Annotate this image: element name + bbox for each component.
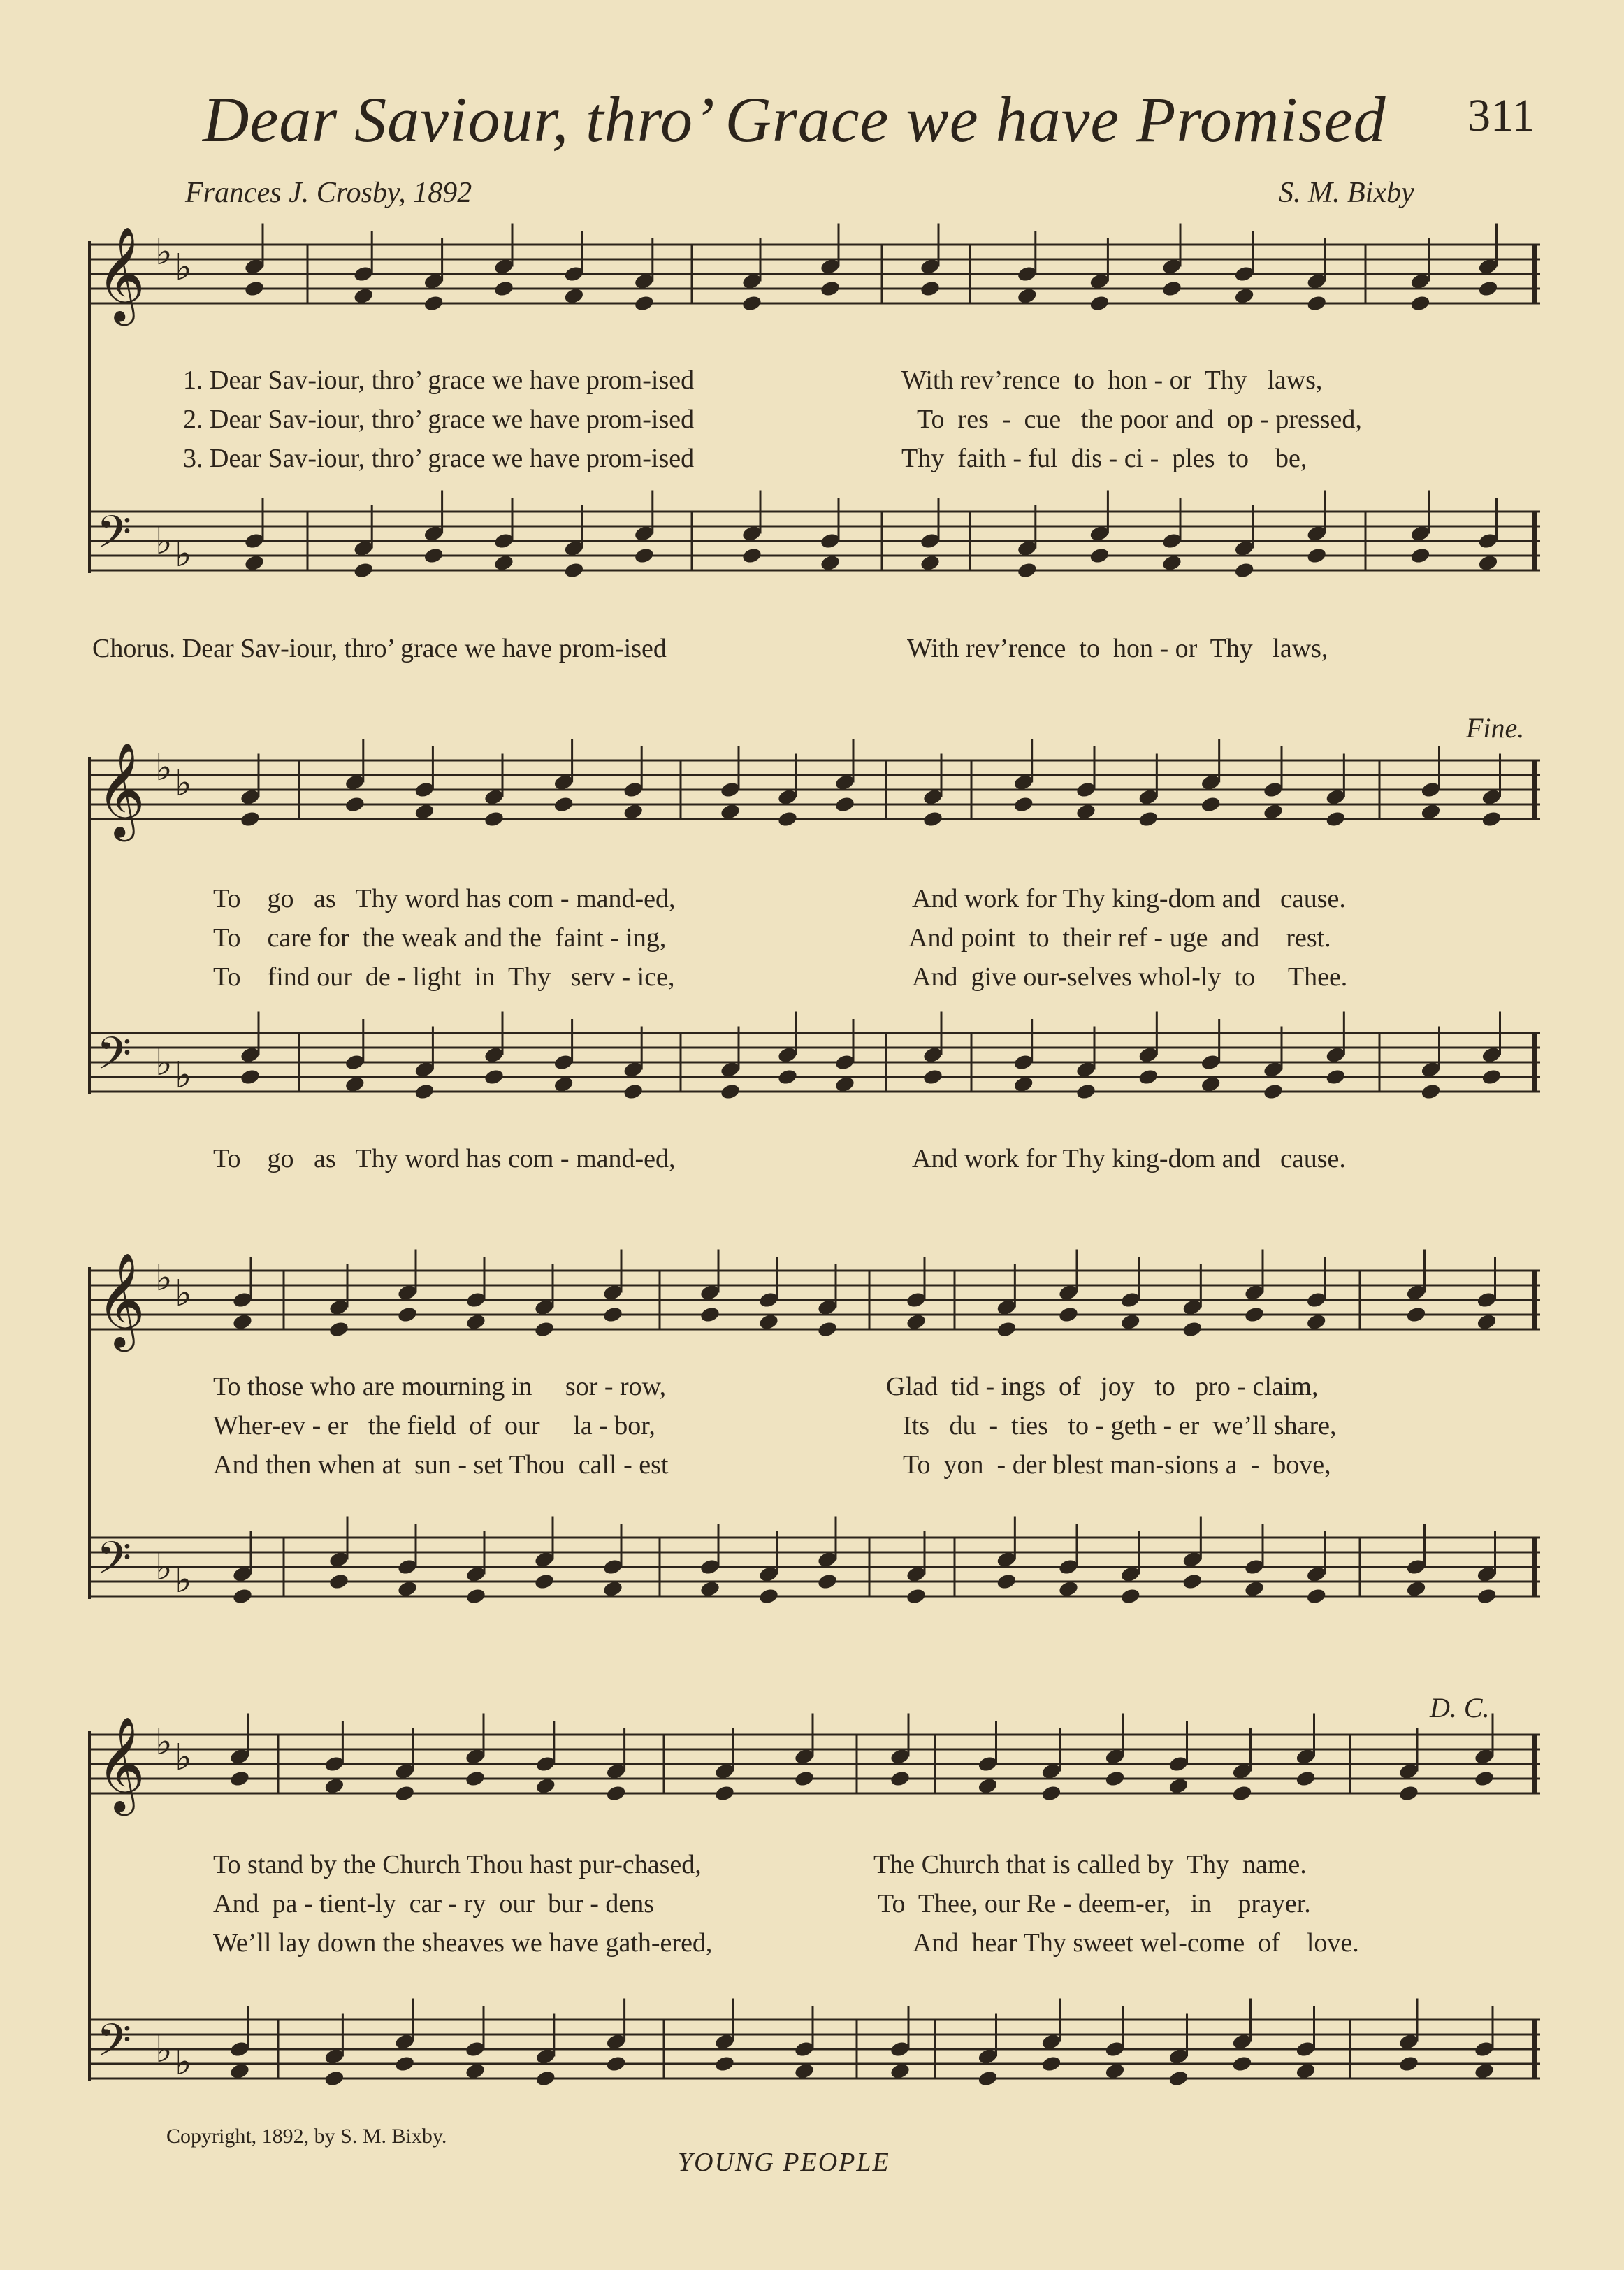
note-head bbox=[1231, 1784, 1253, 1802]
note-head bbox=[1244, 1306, 1266, 1324]
flat-icon: ♭ bbox=[155, 747, 173, 789]
note-head bbox=[996, 1320, 1017, 1338]
note-head bbox=[414, 1083, 435, 1101]
note-head bbox=[634, 294, 655, 312]
note-head bbox=[484, 810, 505, 828]
note-head bbox=[1161, 280, 1183, 298]
note-head bbox=[1481, 1068, 1502, 1086]
note-head bbox=[535, 2069, 557, 2088]
lyric-line: We’ll lay down the sheaves we have gath-ered, bbox=[213, 1928, 713, 1958]
note-head bbox=[493, 280, 515, 298]
lyric-line: To yon - der blest man-sions a - bove, bbox=[903, 1450, 1331, 1480]
note-head bbox=[1474, 1770, 1495, 1788]
note-head bbox=[605, 1784, 627, 1802]
lyric-line: Glad tid - ings of joy to pro - claim, bbox=[886, 1372, 1319, 1401]
note-head bbox=[777, 1068, 799, 1086]
note-head bbox=[699, 1306, 721, 1324]
note-head bbox=[534, 1320, 556, 1338]
lyric-line: And pa - tient-ly car - ry our bur - dens bbox=[213, 1889, 655, 1918]
note-head bbox=[890, 1770, 911, 1788]
treble-clef-icon: 𝄞 bbox=[96, 1251, 145, 1347]
note-head bbox=[602, 1306, 624, 1324]
lyric-line: Thy faith - ful dis - ci - ples to be, bbox=[901, 444, 1307, 473]
note-head bbox=[1168, 2069, 1189, 2088]
flat-icon: ♭ bbox=[155, 521, 173, 563]
chorus-line: And work for Thy king-dom and cause. bbox=[912, 1144, 1346, 1173]
note-head bbox=[324, 2069, 345, 2088]
note-head bbox=[714, 2055, 736, 2073]
note-head bbox=[1138, 1068, 1159, 1086]
lyric-line: To res - cue the poor and op - pressed, bbox=[917, 405, 1362, 434]
flat-icon: ♭ bbox=[175, 1559, 192, 1601]
page-number: 311 bbox=[1467, 90, 1535, 141]
note-head bbox=[1233, 561, 1255, 579]
lyric-line: And then when at sun - set Thou call - est bbox=[213, 1450, 669, 1480]
lyric-line: 3. Dear Sav-iour, thro’ grace we have prom-ised bbox=[183, 444, 695, 473]
note-head bbox=[1058, 1306, 1080, 1324]
chorus-line: Chorus. Dear Sav-iour, thro’ grace we have prom-ised bbox=[92, 634, 667, 663]
note-head bbox=[1420, 1083, 1442, 1101]
note-head bbox=[345, 795, 366, 814]
note-head bbox=[553, 795, 574, 814]
note-head bbox=[1306, 547, 1328, 565]
note-head bbox=[1089, 547, 1110, 565]
note-head bbox=[1089, 294, 1110, 312]
note-head bbox=[1398, 1784, 1420, 1802]
note-head bbox=[977, 2069, 999, 2088]
note-head bbox=[1409, 294, 1431, 312]
lyric-line: And give our-selves whol-ly to Thee. bbox=[912, 962, 1348, 992]
note-head bbox=[1263, 1083, 1284, 1101]
note-head bbox=[714, 1784, 736, 1802]
note-head bbox=[1182, 1573, 1203, 1591]
note-head bbox=[1013, 795, 1034, 814]
flat-icon: ♭ bbox=[155, 1721, 173, 1763]
note-head bbox=[1231, 2055, 1253, 2073]
chorus-line: With rev’rence to hon - or Thy laws, bbox=[907, 634, 1328, 663]
note-head bbox=[240, 1068, 261, 1086]
lyric-line: To find our de - light in Thy serv - ice, bbox=[213, 962, 675, 992]
author-credit: Frances J. Crosby, 1892 bbox=[185, 177, 472, 209]
note-head bbox=[605, 2055, 627, 2073]
lyric-line: To those who are mourning in sor - row, bbox=[213, 1372, 667, 1401]
note-head bbox=[328, 1573, 350, 1591]
note-head bbox=[423, 294, 444, 312]
chorus-line: To go as Thy word has com - mand-ed, bbox=[213, 1144, 676, 1173]
lyric-line: To go as Thy word has com - mand-ed, bbox=[213, 884, 676, 913]
note-head bbox=[922, 810, 944, 828]
note-head bbox=[834, 795, 856, 814]
note-head bbox=[634, 547, 655, 565]
lyric-line: 1. Dear Sav-iour, thro’ grace we have prom-ised bbox=[183, 366, 695, 395]
note-head bbox=[244, 280, 266, 298]
note-head bbox=[623, 1083, 644, 1101]
dc-marking: D. C. bbox=[1430, 1692, 1490, 1723]
bass-clef-icon: 𝄢 bbox=[96, 507, 132, 570]
note-head bbox=[1041, 2055, 1062, 2073]
flat-icon: ♭ bbox=[155, 2029, 173, 2071]
note-head bbox=[1041, 1784, 1062, 1802]
bass-clef-icon: 𝄢 bbox=[96, 1028, 132, 1091]
composer-credit: S. M. Bixby bbox=[1279, 177, 1414, 209]
note-head bbox=[817, 1320, 839, 1338]
note-head bbox=[741, 294, 763, 312]
bass-clef-icon: 𝄢 bbox=[96, 2015, 132, 2078]
treble-clef-icon: 𝄞 bbox=[96, 225, 145, 321]
flat-icon: ♭ bbox=[175, 2041, 192, 2083]
lyric-line: To Thee, our Re - deem-er, in prayer. bbox=[878, 1889, 1311, 1918]
flat-icon: ♭ bbox=[155, 1547, 173, 1589]
lyric-line: To stand by the Church Thou hast pur-chased, bbox=[213, 1850, 702, 1879]
flat-icon: ♭ bbox=[175, 1055, 192, 1097]
flat-icon: ♭ bbox=[175, 533, 192, 575]
flat-icon: ♭ bbox=[175, 1273, 192, 1315]
note-head bbox=[394, 2055, 416, 2073]
lyric-line: To care for the weak and the faint - ing, bbox=[213, 923, 667, 953]
note-head bbox=[1182, 1320, 1203, 1338]
note-head bbox=[741, 547, 763, 565]
note-head bbox=[1305, 1587, 1327, 1605]
note-head bbox=[1398, 2055, 1420, 2073]
note-head bbox=[996, 1573, 1017, 1591]
note-head bbox=[920, 280, 941, 298]
note-head bbox=[1477, 280, 1499, 298]
note-head bbox=[1476, 1587, 1498, 1605]
note-head bbox=[1409, 547, 1431, 565]
note-head bbox=[394, 1784, 416, 1802]
note-head bbox=[1325, 1068, 1347, 1086]
lyric-line: And point to their ref - uge and rest. bbox=[908, 923, 1331, 953]
note-head bbox=[777, 810, 799, 828]
note-head bbox=[794, 1770, 815, 1788]
lyric-line: The Church that is called by Thy name. bbox=[873, 1850, 1307, 1879]
note-head bbox=[353, 561, 375, 579]
note-head bbox=[1075, 1083, 1097, 1101]
note-head bbox=[484, 1068, 505, 1086]
flat-icon: ♭ bbox=[175, 762, 192, 804]
note-head bbox=[758, 1587, 780, 1605]
hymn-title: Dear Saviour, thro’ Grace we have Promised bbox=[203, 84, 1386, 155]
flat-icon: ♭ bbox=[175, 247, 192, 289]
flat-icon: ♭ bbox=[175, 1737, 192, 1779]
flat-icon: ♭ bbox=[155, 231, 173, 273]
note-head bbox=[397, 1306, 419, 1324]
lyric-line: And hear Thy sweet wel-come of love. bbox=[913, 1928, 1359, 1958]
note-head bbox=[232, 1587, 254, 1605]
note-head bbox=[465, 1770, 486, 1788]
note-head bbox=[1325, 810, 1347, 828]
note-head bbox=[423, 547, 444, 565]
note-head bbox=[1200, 795, 1221, 814]
bass-clef-icon: 𝄢 bbox=[96, 1533, 132, 1596]
note-head bbox=[906, 1587, 927, 1605]
flat-icon: ♭ bbox=[155, 1257, 173, 1299]
lyric-line: Its du - ties to - geth - er we’ll share, bbox=[903, 1411, 1337, 1440]
note-head bbox=[1017, 561, 1038, 579]
note-head bbox=[1138, 810, 1159, 828]
fine-marking: Fine. bbox=[1466, 712, 1525, 744]
treble-clef-icon: 𝄞 bbox=[96, 741, 145, 837]
note-head bbox=[1104, 1770, 1126, 1788]
lyric-line: With rev’rence to hon - or Thy laws, bbox=[901, 366, 1323, 395]
copyright-notice: Copyright, 1892, by S. M. Bixby. bbox=[166, 2125, 447, 2148]
treble-clef-icon: 𝄞 bbox=[96, 1715, 145, 1812]
note-head bbox=[229, 1770, 251, 1788]
note-head bbox=[328, 1320, 350, 1338]
note-head bbox=[817, 1573, 839, 1591]
note-head bbox=[465, 1587, 487, 1605]
lyric-line: And work for Thy king-dom and cause. bbox=[912, 884, 1346, 913]
note-head bbox=[720, 1083, 741, 1101]
note-head bbox=[563, 561, 585, 579]
lyric-line: Wher-ev - er the field of our la - bor, bbox=[213, 1411, 655, 1440]
note-head bbox=[534, 1573, 556, 1591]
note-head bbox=[922, 1068, 944, 1086]
note-head bbox=[1119, 1587, 1141, 1605]
note-head bbox=[240, 810, 261, 828]
flat-icon: ♭ bbox=[155, 1042, 173, 1084]
book-section-label: YOUNG PEOPLE bbox=[678, 2148, 890, 2177]
note-head bbox=[1295, 1770, 1317, 1788]
note-head bbox=[820, 280, 841, 298]
note-head bbox=[1481, 810, 1502, 828]
lyric-line: 2. Dear Sav-iour, thro’ grace we have prom-ised bbox=[183, 405, 695, 434]
note-head bbox=[1306, 294, 1328, 312]
note-head bbox=[1405, 1306, 1427, 1324]
